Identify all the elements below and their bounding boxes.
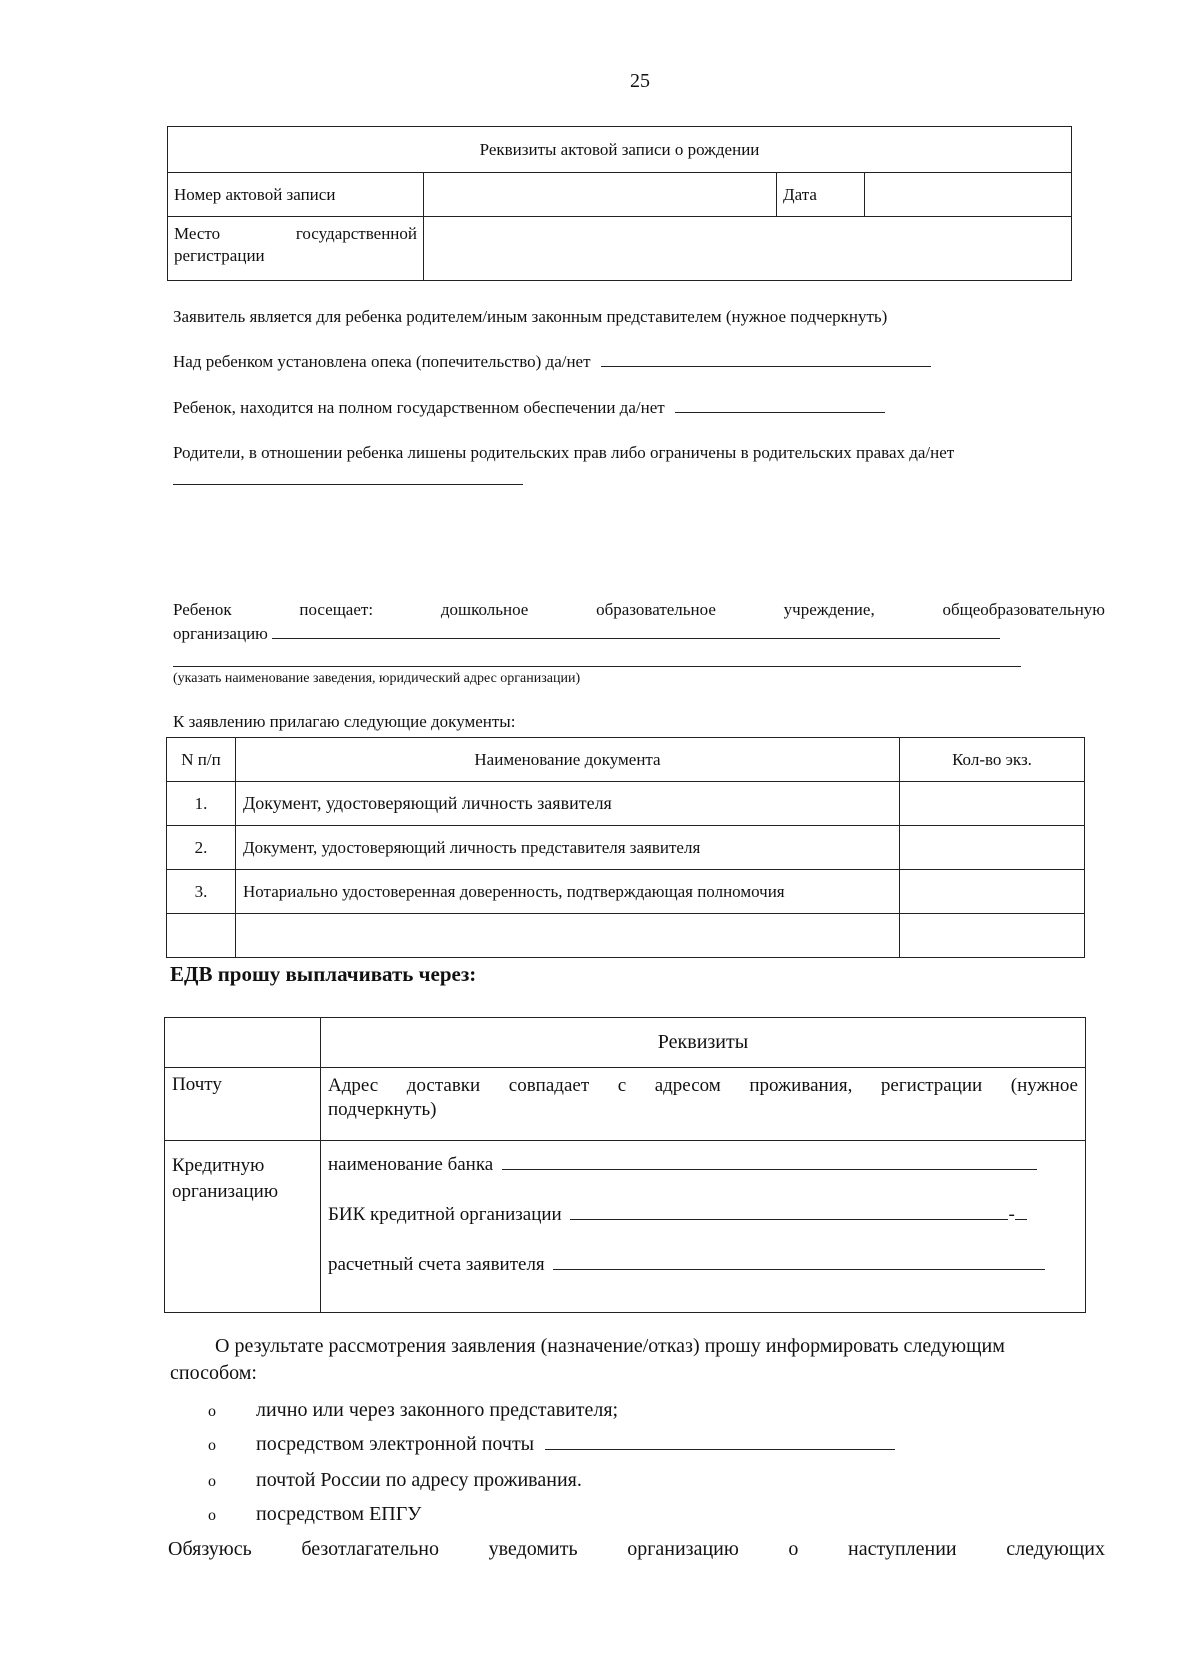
row-num: 2. [167, 826, 236, 870]
notification-option[interactable] [208, 1503, 421, 1526]
guardianship-blank[interactable] [601, 350, 931, 367]
credit-label-line1: Кредитную [172, 1155, 265, 1176]
credit-label-line2: организацию [172, 1181, 279, 1202]
row-qty-field[interactable] [900, 870, 1085, 914]
payment-table [164, 1017, 1086, 1313]
option-text: почтой России по адресу проживания. [256, 1469, 582, 1491]
details-header: Реквизиты [321, 1018, 1086, 1068]
bank-name-field[interactable] [502, 1153, 1037, 1170]
registration-place-label [168, 217, 424, 281]
bullet-icon: o [208, 1473, 216, 1490]
notification-option[interactable] [208, 1469, 582, 1492]
organization-blank-2[interactable] [173, 666, 1021, 667]
bank-name-label: наименование банка [328, 1154, 494, 1175]
attends-word-2: посещает: [299, 600, 374, 619]
row-qty-field[interactable] [900, 914, 1085, 958]
mail-word: регистрации [880, 1075, 983, 1096]
row-name: Документ, удостоверяющий личность представителя заявителя [236, 826, 900, 870]
header-num: N п/п [167, 738, 236, 782]
date-label: Дата [777, 173, 865, 217]
table-row [167, 782, 1085, 826]
row-qty-field[interactable] [900, 782, 1085, 826]
bik-field[interactable] [570, 1203, 1008, 1220]
organization-line [173, 622, 1000, 644]
table-row [167, 826, 1085, 870]
notification-intro-line2: способом: [170, 1362, 257, 1384]
registration-word: регистрации [174, 246, 265, 265]
attends-word-3: дошкольное [440, 600, 529, 619]
notification-option[interactable] [208, 1433, 895, 1456]
organization-word: организацию [173, 624, 268, 643]
account-field[interactable] [553, 1253, 1045, 1270]
documents-intro: К заявлению прилагаю следующие документы: [173, 712, 516, 731]
option-text: посредством электронной почты [256, 1433, 535, 1455]
bik-suffix: - [1008, 1204, 1015, 1225]
account-label: расчетный счета заявителя [328, 1254, 545, 1275]
row-name: Документ, удостоверяющий личность заявителя [236, 782, 900, 826]
bullet-icon: o [208, 1437, 216, 1454]
credit-details [321, 1141, 1086, 1313]
mail-word: адресом [654, 1075, 721, 1096]
record-number-field[interactable] [424, 173, 777, 217]
obligation-word: Обязуюсь [168, 1538, 252, 1560]
mail-word: с [617, 1075, 627, 1096]
option-text: посредством ЕПГУ [256, 1503, 422, 1525]
state-word: государственной [295, 224, 417, 243]
row-name[interactable] [236, 914, 900, 958]
date-field[interactable] [865, 173, 1072, 217]
table-row [167, 914, 1085, 958]
mail-label: Почту [165, 1068, 321, 1141]
attends-word-4: образовательное [596, 600, 716, 619]
registration-place-field[interactable] [424, 217, 1072, 281]
email-field[interactable] [545, 1433, 895, 1450]
attends-word-5: учреждение, [783, 600, 875, 619]
documents-table [166, 737, 1085, 958]
guardianship-text: Над ребенком установлена опека (попечительство) да/нет [173, 352, 591, 371]
organization-hint: (указать наименование заведения, юридический адрес организации) [173, 671, 581, 686]
obligation-line [168, 1538, 1105, 1561]
header-name: Наименование документа [236, 738, 900, 782]
birth-record-title: Реквизиты актовой записи о рождении [168, 127, 1072, 173]
row-name: Нотариально удостоверенная доверенность, подтверждающая полномочия [236, 870, 900, 914]
mail-details [321, 1068, 1086, 1141]
mail-word: проживания, [749, 1075, 853, 1096]
row-num: 3. [167, 870, 236, 914]
guardianship-line [173, 350, 931, 372]
mail-word: (нужное [1010, 1075, 1078, 1096]
table-row [167, 870, 1085, 914]
parents-deprived-line: Родители, в отношении ребенка лишены родительских прав либо ограничены в родительских правах да/нет [173, 443, 955, 462]
bullet-icon: o [208, 1507, 216, 1524]
notification-option[interactable] [208, 1399, 618, 1422]
mail-word: совпадает [508, 1075, 590, 1096]
obligation-word: о [788, 1538, 799, 1560]
attends-word-1: Ребенок [173, 600, 232, 619]
row-num: 1. [167, 782, 236, 826]
attends-word-6: общеобразовательную [942, 600, 1105, 619]
state-support-text: Ребенок, находится на полном государственном обеспечении да/нет [173, 398, 665, 417]
place-word: Место [174, 224, 221, 243]
mail-word: доставки [406, 1075, 481, 1096]
credit-label [165, 1141, 321, 1313]
bik-label: БИК кредитной организации [328, 1204, 562, 1225]
state-support-blank[interactable] [675, 396, 885, 413]
parents-deprived-blank[interactable] [173, 484, 523, 485]
row-num[interactable] [167, 914, 236, 958]
record-number-label: Номер актовой записи [168, 173, 424, 217]
bullet-icon: o [208, 1403, 216, 1420]
organization-blank[interactable] [272, 622, 1000, 639]
payment-corner-cell [165, 1018, 321, 1068]
header-qty: Кол-во экз. [900, 738, 1085, 782]
mail-word: Адрес [328, 1075, 379, 1096]
state-support-line [173, 396, 885, 418]
mail-line2: подчеркнуть) [328, 1099, 437, 1120]
payment-heading: ЕДВ прошу выплачивать через: [170, 962, 477, 986]
option-text: лично или через законного представителя; [256, 1399, 619, 1421]
obligation-word: безотлагательно [301, 1538, 439, 1560]
bik-field-end[interactable] [1015, 1203, 1027, 1220]
applicant-status-line: Заявитель является для ребенка родителем/иным законным представителем (нужное подчеркнуть) [173, 307, 888, 326]
birth-record-table [167, 126, 1072, 281]
obligation-word: уведомить [488, 1538, 578, 1560]
obligation-word: организацию [627, 1538, 739, 1560]
page-number: 25 [630, 70, 650, 92]
notification-intro: О результате рассмотрения заявления (назначение/отказ) прошу информировать следующим [215, 1335, 1005, 1357]
obligation-word: следующих [1006, 1538, 1105, 1560]
row-qty-field[interactable] [900, 826, 1085, 870]
attends-line [173, 600, 1105, 620]
obligation-word: наступлении [848, 1538, 957, 1560]
